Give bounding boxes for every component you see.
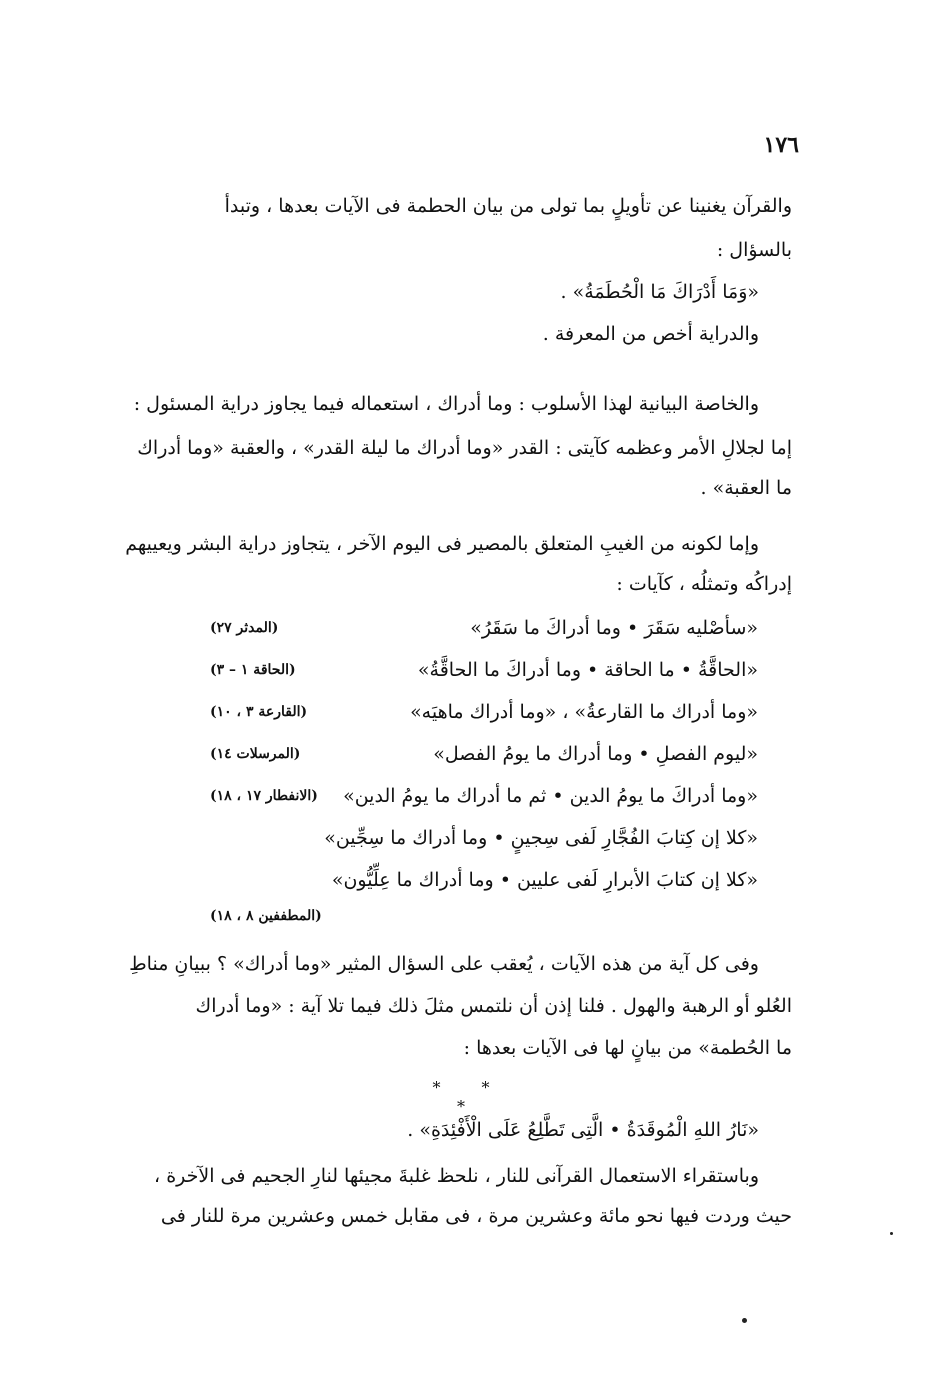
paragraph-1-line-2: بالسؤال : xyxy=(716,239,792,261)
section-separator: * * * xyxy=(432,1078,508,1116)
paragraph-5-line-2: حيث وردت فيها نحو مائة وعشرين مرة ، فى مقابل خمس وعشرين مرة للنار فى xyxy=(160,1205,792,1227)
paragraph-5-line-1: وباستقراء الاستعمال القرآنى للنار ، نلحظ غلبةَ مجيئها لنارِ الجحيم فى الآخرة ، xyxy=(154,1165,759,1187)
quote-reference-mutaffifin: (المطففين ٨ ، ١٨) xyxy=(210,908,322,924)
paragraph-1-line-1: والقرآن يغنينا عن تأويلٍ بما تولى من بيان الحطمة فى الآيات بعدها ، وتبدأ xyxy=(224,195,792,217)
quote-text: «الحاقَّةُ • ما الحاقة • وما أدراكَ ما الحاقَّةُ» xyxy=(417,659,758,681)
quote-text: «وما أدراكَ ما يومُ الدين • ثم ما أدراك ما يومُ الدين» xyxy=(343,785,758,807)
quote-reference: (الانفطار ١٧ ، ١٨) xyxy=(210,788,318,804)
print-speck xyxy=(890,1232,893,1235)
quote-reference: (الحاقة ١ – ٣) xyxy=(210,662,296,678)
quote-line xyxy=(200,690,758,734)
page-number: ١٧٦ xyxy=(763,132,799,158)
paragraph-2-line-1: والخاصة البيانية لهذا الأسلوب : وما أدراك ، استعماله فيما يجاوز دراية المسئول : xyxy=(133,393,759,415)
paragraph-4-line-3: ما الحُطمة» من بيانٍ لها فى الآيات بعدها : xyxy=(463,1037,792,1059)
quote-line xyxy=(200,816,758,860)
paragraph-4-line-1: وفى كل آية من هذه الآيات ، يُعقب على السؤال المثير «وما أدراك» ؟ ببيانِ مناطِ xyxy=(129,953,759,975)
paragraph-4-line-2: العُلو أو الرهبة والهول . فلنا إذن أن نلتمس مثلَ ذلك فيما تلا آية : «وما أدراك xyxy=(195,995,792,1017)
quote-reference: (المدثر ٢٧) xyxy=(210,620,279,636)
paragraph-2-line-3: ما العقبة» . xyxy=(700,477,792,499)
quote-line xyxy=(200,732,758,776)
quran-quote-hutama: «وَمَا أَدْرَاكَ مَا الْحُطَمَةُ» . xyxy=(560,281,759,303)
quote-reference: (المرسلات ١٤) xyxy=(210,746,301,762)
quote-line xyxy=(200,774,758,818)
quote-line xyxy=(200,858,758,902)
quote-text: «كلا إن كِتابَ الفُجَّارِ لَفى سِجينٍ • وما أدراك ما سِجِّين» xyxy=(324,827,758,849)
quote-text: «وما أدراك ما القارعةُ» ، «وما أدراك ماهيَه» xyxy=(410,701,758,723)
quote-reference: (القارعة ٣ ، ١٠) xyxy=(210,704,308,720)
paragraph-2-line-2: إما لجلالِ الأمر وعظمه كآيتى : القدر «وما أدراك ما ليلة القدر» ، والعقبة «وما أدراك xyxy=(137,437,792,459)
quote-text: «سأصْليه سَقَرَ • وما أدراكَ ما سَقَرُ» xyxy=(470,617,758,639)
paragraph-1-line-3: والدراية أخص من المعرفة . xyxy=(542,323,759,345)
quote-line xyxy=(200,606,758,650)
paragraph-3-line-2: إدراكُه وتمثلُه ، كآيات : xyxy=(616,573,792,595)
quote-line xyxy=(200,648,758,692)
quote-text: «ليوم الفصلِ • وما أدراك ما يومُ الفصل» xyxy=(433,743,758,765)
print-speck xyxy=(742,1318,747,1323)
paragraph-3-line-1: وإما لكونه من الغيبِ المتعلق بالمصير فى اليوم الآخر ، يتجاوز دراية البشر ويعييهم xyxy=(125,533,759,555)
quran-quote-fire: «نَارُ اللهِ الْمُوقَدَةُ • الَّتِى تَطَّلِعُ عَلَى الْأَفْئِدَةِ» . xyxy=(407,1119,759,1141)
quote-text: «كلا إن كتابَ الأبرارِ لَفى عليين • وما أدراك ما عِلِّيُّون» xyxy=(331,869,758,891)
